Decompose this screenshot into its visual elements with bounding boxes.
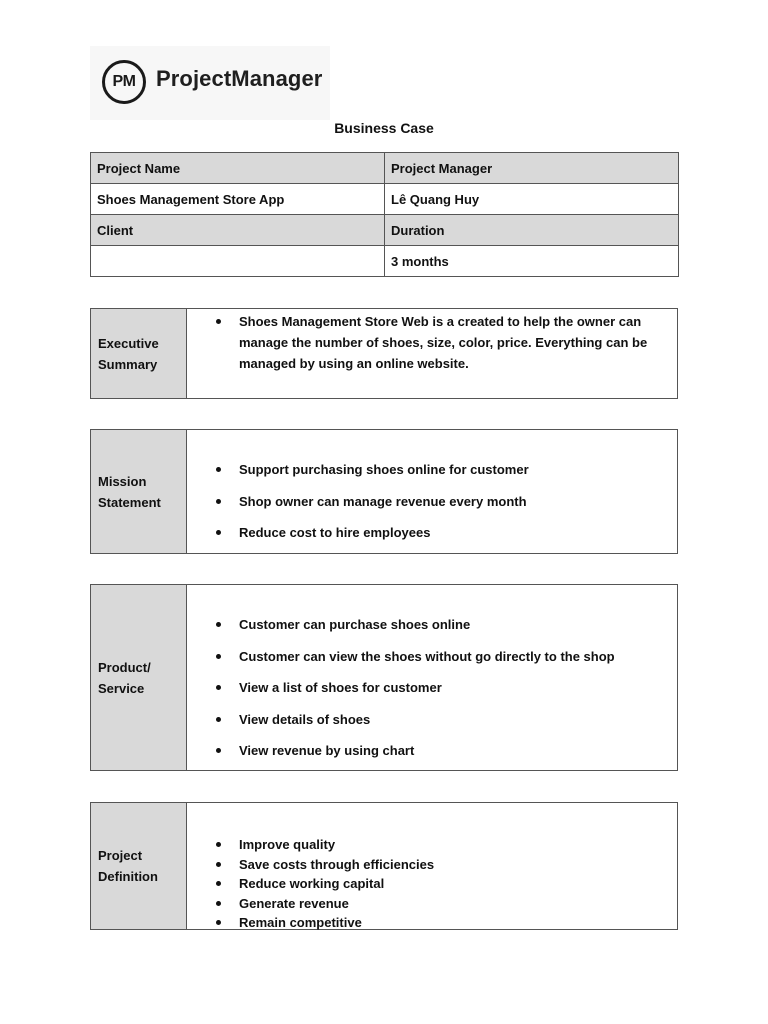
list-item: Customer can view the shoes without go directly to the shop: [187, 646, 677, 678]
bullet-icon: [216, 467, 221, 472]
logo-wordmark: ProjectManager: [156, 66, 323, 91]
table-row: [91, 184, 679, 215]
table-row: [91, 153, 679, 184]
bullet-icon: [216, 920, 221, 925]
bullet-list: [187, 835, 677, 933]
executive-label-line2: Summary: [98, 356, 158, 372]
list-item: Remain competitive: [187, 913, 677, 933]
section-label: [91, 803, 187, 929]
section-content: [187, 430, 677, 553]
bullet-icon: [216, 622, 221, 627]
bullet-icon: [216, 862, 221, 867]
bullet-icon: [216, 748, 221, 753]
list-item: View a list of shoes for customer: [187, 677, 677, 709]
product-label-line2: Service: [98, 680, 145, 696]
mission-statement-section: [90, 429, 678, 554]
pm-logo-icon: PM: [102, 60, 146, 104]
project-definition-section: [90, 802, 678, 930]
bullet-list: [187, 614, 677, 772]
table-row: [91, 215, 679, 246]
list-item: Generate revenue: [187, 894, 677, 914]
bullet-list: [187, 459, 677, 554]
executive-label-line1: Executive: [98, 335, 159, 351]
list-item: View details of shoes: [187, 709, 677, 741]
list-item: Shop owner can manage revenue every month: [187, 491, 677, 523]
project-name-label: Project Name: [91, 153, 385, 184]
client-label: Client: [91, 215, 385, 246]
bullet-icon: [216, 499, 221, 504]
mission-label-line1: Mission: [98, 473, 147, 489]
list-item: Customer can purchase shoes online: [187, 614, 677, 646]
bullet-icon: [216, 717, 221, 722]
section-content: [187, 803, 677, 929]
section-content: [187, 309, 677, 398]
client-value: [91, 246, 385, 277]
list-item: Shoes Management Store Web is a created to help the owner can manage the number of shoes, size, color, price. Everything can be managed by using an online website.: [187, 311, 677, 374]
table-row: [91, 246, 679, 277]
bullet-icon: [216, 685, 221, 690]
projectmanager-logo: [90, 46, 330, 120]
project-name-value: Shoes Management Store App: [91, 184, 385, 215]
bullet-icon: [216, 319, 221, 324]
bullet-icon: [216, 842, 221, 847]
duration-value: 3 months: [385, 246, 679, 277]
section-label: [91, 309, 187, 398]
bullet-icon: [216, 901, 221, 906]
list-item: Save costs through efficiencies: [187, 855, 677, 875]
project-manager-label: Project Manager: [385, 153, 679, 184]
definition-label-line1: Project: [98, 848, 143, 863]
product-label-line1: Product/: [98, 659, 151, 675]
list-item: Reduce working capital: [187, 874, 677, 894]
definition-label-line2: Definition: [98, 869, 158, 884]
bullet-list: [187, 311, 677, 374]
duration-label: Duration: [385, 215, 679, 246]
list-item: Improve quality: [187, 835, 677, 855]
bullet-icon: [216, 530, 221, 535]
document-title: Business Case: [334, 120, 434, 136]
mission-label-line2: Statement: [98, 494, 161, 510]
executive-summary-section: [90, 308, 678, 399]
list-item: Support purchasing shoes online for customer: [187, 459, 677, 491]
list-item: View revenue by using chart: [187, 740, 677, 772]
section-label: [91, 585, 187, 770]
bullet-icon: [216, 881, 221, 886]
section-label: [91, 430, 187, 553]
bullet-icon: [216, 654, 221, 659]
list-item: Reduce cost to hire employees: [187, 522, 677, 554]
project-manager-value: Lê Quang Huy: [385, 184, 679, 215]
section-content: [187, 585, 677, 770]
product-service-section: [90, 584, 678, 771]
project-info-table: [90, 152, 679, 277]
